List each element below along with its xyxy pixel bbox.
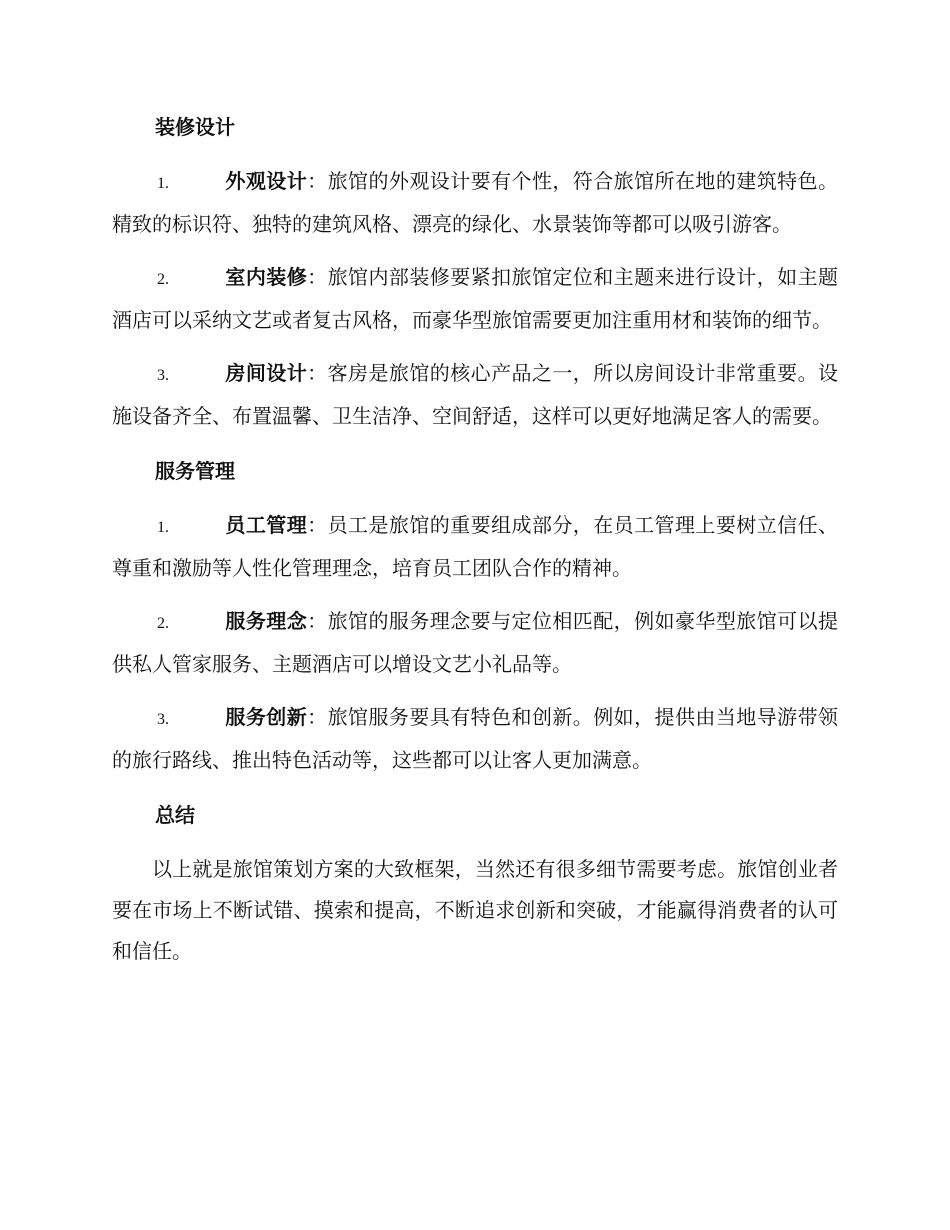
list-text: ：旅馆的服务理念要与定位相匹配，例如豪华型旅馆可以提供私人管家服务、主题酒店可以增设文艺小礼品等。 — [112, 609, 839, 676]
list-item — [112, 697, 838, 781]
list-item — [112, 505, 838, 589]
list-text: ：旅馆服务要具有特色和创新。例如，提供由当地导游带领的旅行路线、推出特色活动等，这些都可以让客人更加满意。 — [112, 705, 839, 772]
list-term: 服务理念 — [225, 609, 308, 633]
list-item — [112, 601, 838, 685]
list-item — [112, 161, 838, 245]
section-heading-service: 服务管理 — [155, 459, 235, 483]
list-number: 2. — [157, 271, 169, 288]
list-number: 1. — [157, 175, 169, 192]
section-heading-summary: 总结 — [155, 803, 195, 827]
list-text: ：员工是旅馆的重要组成部分，在员工管理上要树立信任、尊重和激励等人性化管理理念，培育员工团队合作的精神。 — [112, 513, 839, 580]
list-text: ：旅馆的外观设计要有个性，符合旅馆所在地的建筑特色。精致的标识符、独特的建筑风格、漂亮的绿化、水景装饰等都可以吸引游客。 — [112, 169, 839, 236]
list-number: 3. — [157, 367, 169, 384]
list-term: 房间设计 — [225, 361, 308, 385]
list-number: 2. — [157, 615, 169, 632]
list-term: 室内装修 — [225, 265, 308, 289]
summary-paragraph: 以上就是旅馆策划方案的大致框架，当然还有很多细节需要考虑。旅馆创业者要在市场上不断试错、摸索和提高，不断追求创新和突破，才能赢得消费者的认可和信任。 — [112, 857, 838, 963]
list-term: 员工管理 — [225, 513, 308, 537]
list-item — [112, 353, 838, 437]
list-term: 外观设计 — [225, 169, 308, 193]
list-text: ：客房是旅馆的核心产品之一，所以房间设计非常重要。设施设备齐全、布置温馨、卫生洁净、空间舒适，这样可以更好地满足客人的需要。 — [112, 361, 839, 428]
section-heading-decoration: 装修设计 — [155, 115, 235, 139]
list-item — [112, 257, 838, 341]
list-term: 服务创新 — [225, 705, 308, 729]
document-body — [112, 105, 838, 972]
list-number: 3. — [157, 711, 169, 728]
list-text: ：旅馆内部装修要紧扣旅馆定位和主题来进行设计，如主题酒店可以采纳文艺或者复古风格，而豪华型旅馆需要更加注重用材和装饰的细节。 — [112, 265, 839, 332]
list-number: 1. — [157, 519, 169, 536]
